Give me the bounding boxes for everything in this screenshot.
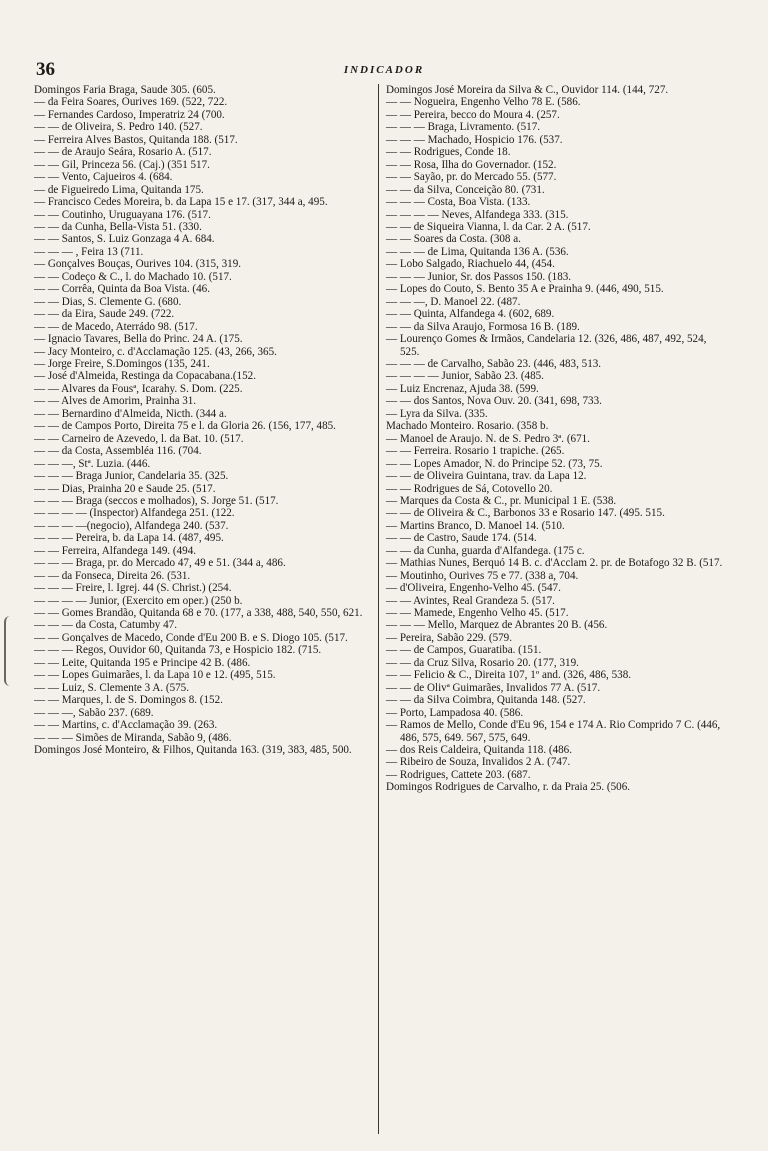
directory-entry: — — Avintes, Real Grandeza 5. (517. (386, 594, 555, 607)
directory-entry: — — de Campos, Guaratiba. (151. (386, 644, 542, 657)
directory-columns (34, 84, 724, 1134)
directory-entry: — — Luiz, S. Clemente 3 A. (575. (34, 681, 189, 694)
directory-entry: — — de Oliveira, S. Pedro 140. (527. (34, 121, 203, 134)
directory-entry: — Fernandes Cardoso, Imperatriz 24 (700. (34, 108, 225, 121)
directory-entry: Domingos Rodrigues de Carvalho, r. da Praia 25. (506. (386, 781, 631, 794)
directory-entry: — — de Araujo Seára, Rosario A. (517. (34, 146, 212, 159)
right-column (379, 84, 724, 1134)
directory-entry: — — da Silva Coimbra, Quitanda 148. (527. (386, 694, 586, 707)
directory-entry: — da Feira Soares, Ourives 169. (522, 722. (34, 96, 228, 109)
directory-entry: Domingos José Monteiro, & Filhos, Quitanda 163. (319, 383, 485, 500. (34, 744, 352, 757)
directory-entry: — — Felicio & C., Direita 107, 1º and. (326, 486, 538. (386, 669, 632, 682)
directory-entry: — — — Braga (seccos e molhados), S. Jorge 51. (517. (34, 494, 279, 507)
directory-entry: — Moutinho, Ourives 75 e 77. (338 a, 704. (386, 569, 579, 582)
directory-entry: — — Gonçalves de Macedo, Conde d'Eu 200 B. e S. Diogo 105. (517. (34, 631, 348, 644)
directory-entry: — — Soares da Costa. (308 a. (386, 233, 521, 246)
directory-entry: — — — Simões de Miranda, Sabão 9, (486. (34, 731, 232, 744)
directory-entry: — — Martins, c. d'Acclamação 39. (263. (34, 719, 218, 732)
directory-entry: — Lourenço Gomes & Irmãos, Candelaria 12. (326, 486, 487, 492, 524, 525. (386, 333, 707, 358)
directory-entry: Domingos Faria Braga, Saude 305. (605. (34, 84, 216, 96)
directory-entry: — — da Cunha, guarda d'Alfandega. (175 c. (386, 544, 585, 557)
directory-entry: — Ignacio Tavares, Bella do Princ. 24 A. (175. (34, 333, 243, 346)
page-number: 36 (36, 59, 55, 80)
directory-entry: — Porto, Lampadosa 40. (586. (386, 706, 524, 719)
directory-entry: — — Pereira, becco do Moura 4. (257. (386, 108, 560, 121)
directory-entry: — Rodrigues, Cattete 203. (687. (386, 768, 531, 781)
directory-entry: — — — Mello, Marquez de Abrantes 20 B. (456. (386, 619, 608, 632)
directory-entry: — Pereira, Sabão 229. (579. (386, 631, 513, 644)
directory-entry: — — da Eira, Saude 249. (722. (34, 308, 175, 321)
directory-entry: — — — Junior, Sr. dos Passos 150. (183. (386, 270, 572, 283)
directory-entry: — — Coutinho, Uruguayana 176. (517. (34, 208, 211, 221)
directory-entry: — — — — (Inspector) Alfandega 251. (122. (34, 507, 235, 520)
directory-entry: — Lopes do Couto, S. Bento 35 A e Prainha 9. (446, 490, 515. (386, 283, 664, 296)
directory-entry: — — Corrêa, Quinta da Boa Vista. (46. (34, 283, 210, 296)
directory-entry: — — Santos, S. Luiz Gonzaga 4 A. 684. (34, 233, 215, 246)
directory-entry: — — Dias, S. Clemente G. (680. (34, 295, 182, 308)
directory-entry: — Manoel de Araujo. N. de S. Pedro 3ª. (671. (386, 432, 590, 445)
directory-entry: — — — Freire, l. Igrej. 44 (S. Christ.) (254. (34, 582, 232, 595)
directory-entry: — Ferreira Alves Bastos, Quitanda 188. (517. (34, 133, 238, 146)
directory-entry: — — Gil, Princeza 56. (Caj.) (351 517. (34, 158, 210, 171)
directory-entry: — — — — Junior, (Exercito em oper.) (250 b. (34, 594, 243, 607)
directory-entry: — — de Oliveira & C., Barbonos 33 e Rosario 147. (495. 515. (386, 507, 665, 520)
directory-entry: — — — Pereira, b. da Lapa 14. (487, 495. (34, 532, 224, 545)
directory-entry: — — Codeço & C., l. do Machado 10. (517. (34, 270, 232, 283)
directory-entry: — — de Siqueira Vianna, l. da Car. 2 A. (517. (386, 220, 591, 233)
directory-entry: — — — Braga Junior, Candelaria 35. (325. (34, 470, 229, 483)
directory-entry: — — Vento, Cajueiros 4. (684. (34, 171, 173, 184)
directory-entry: — — —, Sabão 237. (689. (34, 706, 154, 719)
directory-entry: — — — de Carvalho, Sabão 23. (446, 483, 513. (386, 357, 602, 370)
directory-entry: — — Lopes Guimarães, l. da Lapa 10 e 12. (495, 515. (34, 669, 276, 682)
directory-entry: — Ramos de Mello, Conde d'Eu 96, 154 e 174 A. Rio Comprido 7 C. (446, 486, 575, 649. 567, 575, 649. (386, 719, 721, 744)
directory-entry: Domingos José Moreira da Silva & C., Ouvidor 114. (144, 727. (386, 84, 669, 96)
directory-entry: — Lobo Salgado, Riachuelo 44, (454. (386, 258, 555, 271)
directory-entry: — — Rodrigues de Sá, Cotovello 20. (386, 482, 553, 495)
directory-entry: — — — de Lima, Quitanda 136 A. (536. (386, 245, 569, 258)
directory-entry: — dos Reis Caldeira, Quitanda 118. (486. (386, 744, 572, 757)
directory-entry: — — Gomes Brandão, Quitanda 68 e 70. (177, a 338, 488, 540, 550, 621. (34, 607, 363, 620)
directory-entry: — Francisco Cedes Moreira, b. da Lapa 15 e 17. (317, 344 a, 495. (34, 196, 328, 209)
directory-entry: — Jorge Freire, S.Domingos (135, 241. (34, 357, 210, 370)
directory-entry: — — de Olivª Guimarães, Invalidos 77 A. (517. (386, 681, 601, 694)
directory-entry: — — dos Santos, Nova Ouv. 20. (341, 698, 733. (386, 395, 602, 408)
directory-entry: — — de Campos Porto, Direita 75 e l. da Gloria 26. (156, 177, 485. (34, 420, 336, 433)
directory-entry: — Gonçalves Bouças, Ourives 104. (315, 319. (34, 258, 242, 271)
directory-entry: — — da Cunha, Bella-Vista 51. (330. (34, 220, 202, 233)
directory-entry: — — — Machado, Hospicio 176. (537. (386, 133, 563, 146)
directory-entry: — — Rodrigues, Conde 18. (386, 146, 511, 159)
running-head: INDICADOR (343, 64, 425, 76)
directory-entry: — — — da Costa, Catumby 47. (34, 619, 177, 632)
directory-entry: Machado Monteiro. Rosario. (358 b. (386, 420, 549, 433)
directory-entry: — Mathias Nunes, Berquó 14 B. c. d'Acclam 2. pr. de Botafogo 32 B. (517. (386, 557, 723, 570)
directory-entry: — — Sayão, pr. do Mercado 55. (577. (386, 171, 557, 184)
directory-entry: — — Rosa, Ilha do Governador. (152. (386, 158, 557, 171)
directory-entry: — d'Oliveira, Engenho-Velho 45. (547. (386, 582, 561, 595)
directory-entry: — — Dias, Prainha 20 e Saude 25. (517. (34, 482, 216, 495)
directory-entry: — de Figueiredo Lima, Quitanda 175. (34, 183, 204, 196)
directory-entry: — — de Castro, Saude 174. (514. (386, 532, 537, 545)
directory-entry: — — de Oliveira Guintana, trav. da Lapa 12. (386, 470, 587, 483)
directory-entry: — — Ferreira. Rosario 1 trapiche. (265. (386, 445, 565, 458)
directory-entry: — Martins Branco, D. Manoel 14. (510. (386, 519, 565, 532)
directory-entry: — — Mamede, Engenho Velho 45. (517. (386, 607, 569, 620)
directory-entry: — Luiz Encrenaz, Ajuda 38. (599. (386, 382, 539, 395)
directory-entry: — — Marques, l. de S. Domingos 8. (152. (34, 694, 223, 707)
directory-entry: — — — Regos, Ouvidor 60, Quitanda 73, e Hospicio 182. (715. (34, 644, 322, 657)
directory-entry: — — Nogueira, Engenho Velho 78 E. (586. (386, 96, 581, 109)
directory-entry: — — — Braga, Livramento. (517. (386, 121, 541, 134)
directory-entry: — — Quinta, Alfandega 4. (602, 689. (386, 308, 555, 321)
directory-entry: — Lyra da Silva. (335. (386, 407, 488, 420)
directory-entry: — — da Fonseca, Direita 26. (531. (34, 569, 191, 582)
directory-entry: — Jacy Monteiro, c. d'Acclamação 125. (43, 266, 365. (34, 345, 277, 358)
directory-entry: — — da Cruz Silva, Rosario 20. (177, 319. (386, 656, 579, 669)
margin-bracket-mark (4, 616, 20, 686)
directory-entry: — — Bernardino d'Almeida, Nicth. (344 a. (34, 407, 227, 420)
directory-entry: — — — — Junior, Sabão 23. (485. (386, 370, 544, 383)
directory-entry: — Ribeiro de Souza, Invalidos 2 A. (747. (386, 756, 571, 769)
directory-entry: — — Ferreira, Alfandega 149. (494. (34, 544, 197, 557)
directory-entry: — — Alves de Amorim, Prainha 31. (34, 395, 197, 408)
directory-entry: — — da Costa, Assembléa 116. (704. (34, 445, 202, 458)
directory-entry: — — Alvares da Fousª, Icarahy. S. Dom. (225. (34, 382, 243, 395)
directory-entry: — — de Macedo, Aterrádo 98. (517. (34, 320, 198, 333)
directory-entry: — — — —(negocio), Alfandega 240. (537. (34, 519, 229, 532)
directory-entry: — — da Silva, Conceição 80. (731. (386, 183, 545, 196)
directory-entry: — — da Silva Araujo, Formosa 16 B. (189. (386, 320, 580, 333)
left-column (34, 84, 379, 1134)
directory-entry: — — Leite, Quitanda 195 e Principe 42 B. (486. (34, 656, 251, 669)
directory-entry: — Marques da Costa & C., pr. Municipal 1 E. (538. (386, 494, 617, 507)
directory-entry: — — — Braga, pr. do Mercado 47, 49 e 51. (344 a, 486. (34, 557, 286, 570)
directory-entry: — — — — Neves, Alfandega 333. (315. (386, 208, 569, 221)
directory-entry: — — Carneiro de Azevedo, l. da Bat. 10. (517. (34, 432, 244, 445)
directory-entry: — — —, Stª. Luzia. (446. (34, 457, 151, 470)
directory-entry: — — — , Feira 13 (711. (34, 245, 144, 258)
directory-entry: — — —, D. Manoel 22. (487. (386, 295, 521, 308)
directory-entry: — — — Costa, Boa Vista. (133. (386, 196, 531, 209)
directory-entry: — José d'Almeida, Restinga da Copacabana.(152. (34, 370, 256, 383)
directory-entry: — — Lopes Amador, N. do Principe 52. (73, 75. (386, 457, 603, 470)
